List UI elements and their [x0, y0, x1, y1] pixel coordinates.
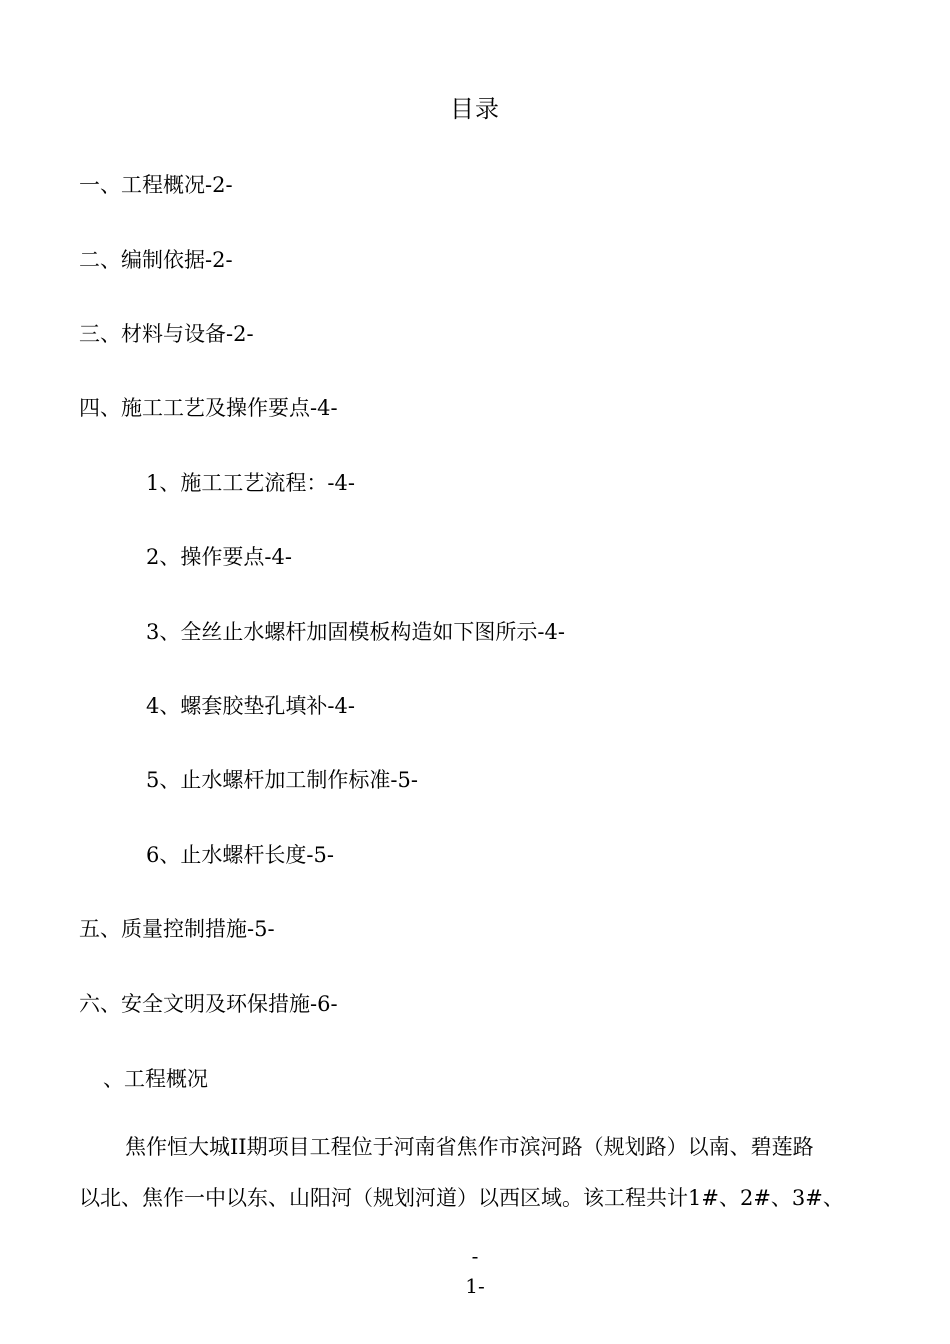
toc-item-bolt-length[interactable]: 6、止水螺杆长度-5-: [146, 843, 334, 867]
footer-dash: -: [471, 1244, 479, 1268]
toc-item-safety-environment[interactable]: 六、安全文明及环保措施-6-: [79, 992, 338, 1016]
toc-item-engineering-overview[interactable]: 一、工程概况-2-: [79, 173, 233, 197]
toc-item-formwork-structure[interactable]: 3、全丝止水螺杆加固模板构造如下图所示-4-: [146, 620, 565, 644]
toc-title: 目录: [450, 95, 500, 123]
toc-item-compilation-basis[interactable]: 二、编制依据-2-: [79, 248, 233, 272]
toc-item-operation-points[interactable]: 2、操作要点-4-: [146, 545, 292, 569]
toc-item-quality-control[interactable]: 五、质量控制措施-5-: [79, 917, 275, 941]
toc-item-materials-equipment[interactable]: 三、材料与设备-2-: [79, 322, 254, 346]
toc-item-hole-filling[interactable]: 4、螺套胶垫孔填补-4-: [146, 694, 355, 718]
toc-item-construction-process[interactable]: 四、施工工艺及操作要点-4-: [79, 396, 338, 420]
toc-item-process-flow[interactable]: 1、施工工艺流程：-4-: [146, 471, 355, 495]
body-paragraph-line-2: 以北、焦作一中以东、山阳河（规划河道）以西区域。该工程共计1#、2#、3#、: [79, 1186, 844, 1210]
page-number: 1-: [465, 1274, 485, 1298]
toc-item-fabrication-standard[interactable]: 5、止水螺杆加工制作标准-5-: [146, 768, 418, 792]
section-heading: 、工程概况: [103, 1067, 208, 1091]
body-paragraph-line-1: 焦作恒大城II期项目工程位于河南省焦作市滨河路（规划路）以南、碧莲路: [125, 1135, 814, 1159]
